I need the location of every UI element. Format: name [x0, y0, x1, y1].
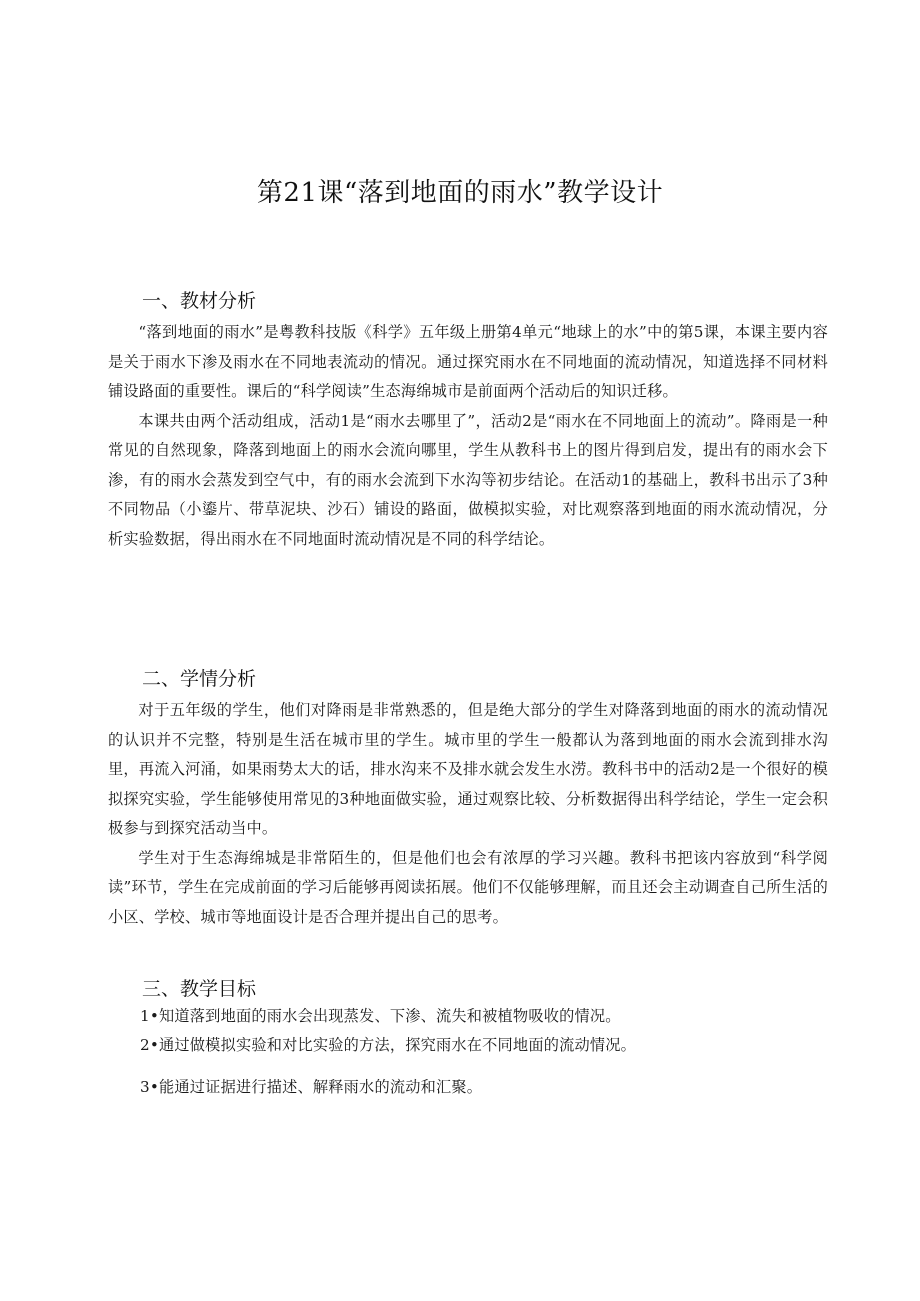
section-teaching-goals: [108, 976, 828, 1102]
paragraph: 学生对于生态海绵城是非常陌生的，但是他们也会有浓厚的学习兴趣。教科书把该内容放到“科学阅读”环节，学生在完成前面的学习后能够再阅读拓展。他们不仅能够理解，而且还会主动调查自己所生活的小区、学校、城市等地面设计是否合理并提出自己的思考。: [108, 848, 828, 926]
section-student-analysis: [108, 666, 828, 932]
goal-item: 3•能通过证据进行描述、解释雨水的流动和汇聚。: [140, 1078, 483, 1096]
section-heading: 三、教学目标: [142, 978, 257, 1000]
document-title: 第21课“落到地面的雨水”教学设计: [256, 178, 664, 208]
goal-item: 2•通过做模拟实验和对比实验的方法，探究雨水在不同地面的流动情况。: [140, 1036, 637, 1054]
section-textbook-analysis: [108, 288, 828, 554]
paragraph: 对于五年级的学生，他们对降雨是非常熟悉的，但是绝大部分的学生对降落到地面的雨水的流动情况的认识并不完整，特别是生活在城市里的学生。城市里的学生一般都认为落到地面的雨水会流到排水沟里，再流入河涌，如果雨势太大的话，排水沟来不及排水就会发生水涝。教科书中的活动2是一个很好的模拟探究实验，学生能够使用常见的3种地面做实验，通过观察比较、分析数据得出科学结论，学生一定会积极参与到探究活动当中。: [108, 701, 828, 837]
paragraph: 本课共由两个活动组成，活动1是“雨水去哪里了”，活动2是“雨水在不同地面上的流动”。降雨是一种常见的自然现象，降落到地面上的雨水会流向哪里，学生从教科书上的图片得到启发，提出有的雨水会下渗，有的雨水会蒸发到空气中，有的雨水会流到下水沟等初步结论。在活动1的基础上，教科书出示了3种不同物品（小鎏片、带草泥块、沙石）铺设的路面，做模拟实验，对比观察落到地面的雨水流动情况，分析实验数据，得出雨水在不同地面时流动情况是不同的科学结论。: [108, 411, 828, 548]
section-heading: 一、教材分析: [142, 290, 257, 312]
goal-item: 1•知道落到地面的雨水会出现蒸发、下渗、流失和被植物吸收的情况。: [140, 1007, 621, 1025]
section-heading: 二、学情分析: [142, 668, 257, 690]
paragraph: “落到地面的雨水”是粤教科技版《科学》五年级上册第4单元“地球上的水”中的第5课，本课主要内容是关于雨水下渗及雨水在不同地表流动的情况。通过探究雨水在不同地面的流动情况，知道选择不同材料铺设路面的重要性。课后的“科学阅读”生态海绵城市是前面两个活动后的知识迁移。: [108, 323, 828, 400]
